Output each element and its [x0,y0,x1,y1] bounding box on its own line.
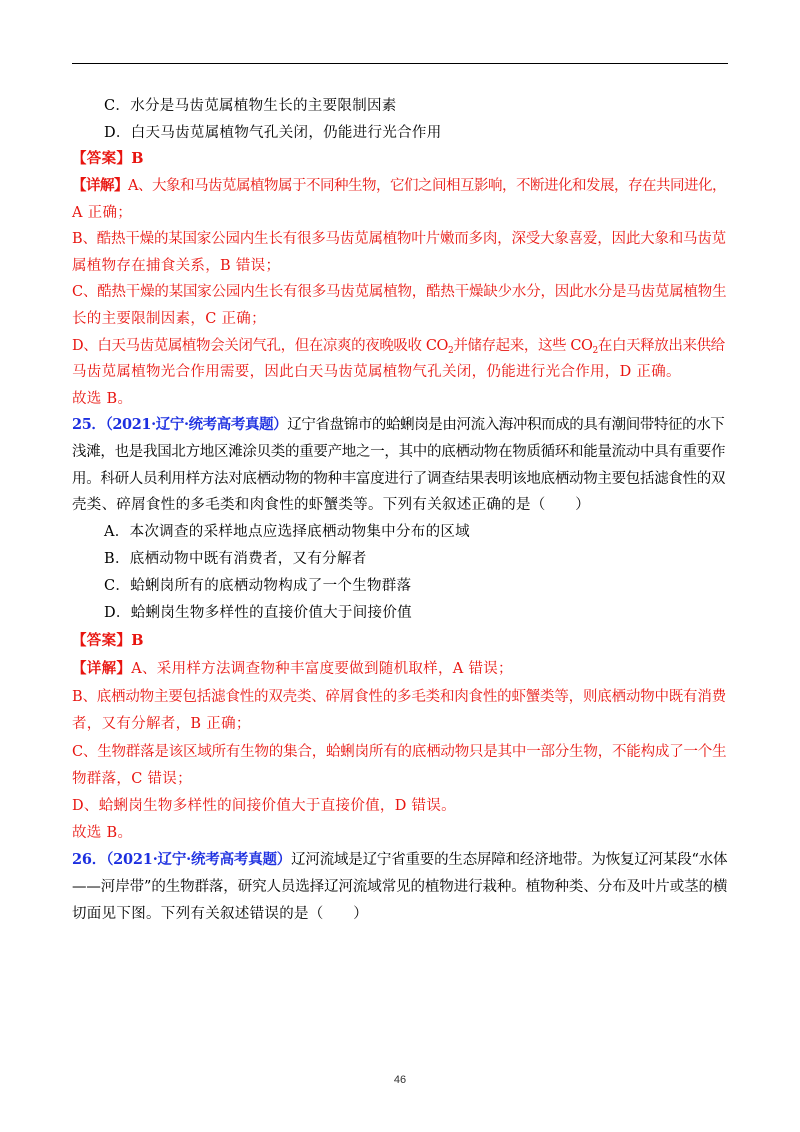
prev-option-c: C．水分是马齿苋属植物生长的主要限制因素 [104,98,397,114]
q25-conclusion: 故选 B。 [72,825,133,841]
q25-answer-line [72,631,144,651]
detail-text: A、采用样方法调查物种丰富度要做到随机取样，A 错误； [131,661,513,677]
co2-subscript: 2 [592,346,598,356]
q26-source: （2021·辽宁·统考高考真题） [106,851,292,868]
q25-detail-c-line1: C、生物群落是该区域所有生物的集合，蛤蜊岗所有的底栖动物只是其中一部分生物，不能构成了一个生 [72,744,727,760]
q26-stem-line2: ——河岸带”的生物群落，研究人员选择辽河流域常见的植物进行栽种。植物种类、分布及叶片或茎的横 [72,879,728,895]
prev-detail-b-line2: 属植物存在捕食关系，B 错误； [72,258,281,274]
q25-stem-line2: 浅滩，也是我国北方地区滩涂贝类的重要产地之一，其中的底栖动物在物质循环和能量流动中具有重要作 [72,444,726,460]
q25-detail-c-line2: 物群落，C 错误； [72,771,192,787]
co2-subscript: 2 [448,346,454,356]
q25-detail-a [72,659,513,679]
q25-detail-b-line1: B、底栖动物主要包括滤食性的双壳类、碎屑食性的多毛类和肉食性的虾蟹类等，则底栖动物中既有消费 [72,689,726,705]
q25-stem-line1 [72,415,724,435]
prev-detail-c-line2: 长的主要限制因素，C 正确； [72,311,266,327]
q25-detail-d: D、蛤蜊岗生物多样性的间接价值大于直接价值，D 错误。 [72,798,456,814]
detail-d-part2: 并储存起来，这些 CO [453,338,593,354]
prev-detail-b-line1: B、酷热干燥的某国家公园内生长有很多马齿苋属植物叶片嫩而多肉，深受大象喜爱，因此大象和马齿苋 [72,231,726,247]
detail-text: A、大象和马齿苋属植物属于不同种生物，它们之间相互影响，不断进化和发展，存在共同进化， [128,178,726,194]
answer-tag: 【答案】 [72,632,132,649]
q25-option-b: B．底栖动物中既有消费者，又有分解者 [104,551,367,567]
answer-value: B [131,632,144,649]
answer-value: B [131,150,144,167]
q25-option-d: D．蛤蜊岗生物多样性的直接价值大于间接价值 [104,605,412,621]
prev-answer-line [72,149,144,169]
prev-detail-a-line1 [72,176,726,196]
header-rule [72,63,728,64]
prev-option-d: D．白天马齿苋属植物气孔关闭，仍能进行光合作用 [104,125,442,141]
q25-stem-text: 辽宁省盘锦市的蛤蜊岗是由河流入海冲积而成的具有潮间带特征的水下 [287,417,725,433]
q25-option-c: C．蛤蜊岗所有的底栖动物构成了一个生物群落 [104,578,412,594]
q26-stem-line1 [72,850,727,870]
q25-stem-line4: 壳类、碎屑食性的多毛类和肉食性的虾蟹类等。下列有关叙述正确的是（ ） [72,497,590,513]
q25-number: 25． [72,416,106,433]
detail-tag: 【详解】 [72,660,132,677]
prev-detail-a-line2: A 正确； [72,205,133,221]
q26-stem-text: 辽河流域是辽宁省重要的生态屏障和经济地带。为恢复辽河某段“水体 [291,852,728,868]
q26-stem-line3: 切面见下图。下列有关叙述错误的是（ ） [72,906,368,922]
detail-d-part1: D、白天马齿苋属植物会关闭气孔，但在凉爽的夜晚吸收 CO [72,338,449,354]
prev-conclusion: 故选 B。 [72,391,133,407]
page-number: 46 [393,1074,407,1086]
detail-tag: 【详解】 [72,177,128,194]
q25-stem-line3: 用。科研人员利用样方法对底栖动物的物种丰富度进行了调查结果表明该地底栖动物主要包括滤食性的双 [72,471,726,487]
q25-option-a: A．本次调查的采样地点应选择底栖动物集中分布的区域 [104,524,470,540]
prev-detail-d-line2: 马齿苋属植物光合作用需要，因此白天马齿苋属植物气孔关闭，仍能进行光合作用，D 正确。 [72,364,681,380]
answer-tag: 【答案】 [72,150,132,167]
prev-detail-c-line1: C、酷热干燥的某国家公园内生长有很多马齿苋属植物，酷热干燥缺少水分，因此水分是马齿苋属植物生 [72,284,727,300]
detail-d-part3: 在白天释放出来供给 [597,338,725,354]
q25-source: （2021·辽宁·统考高考真题） [105,416,288,433]
prev-detail-d-line1 [72,336,725,356]
q25-detail-b-line2: 者，又有分解者，B 正确； [72,716,251,732]
q26-number: 26． [72,851,107,868]
